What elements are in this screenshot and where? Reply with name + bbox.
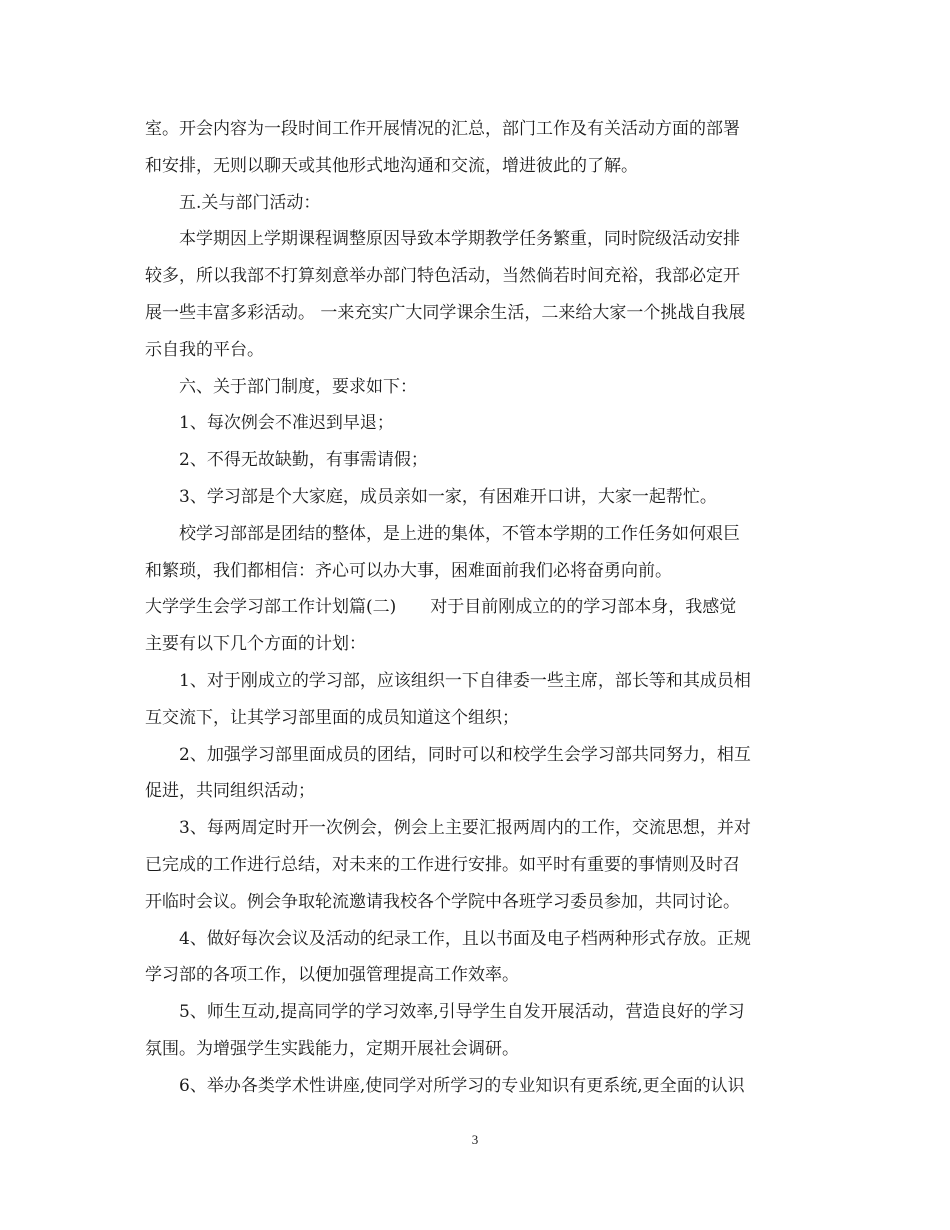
text-line: 大学学生会学习部工作计划篇(二) 对于目前刚成立的的学习部本身，我感觉: [145, 597, 737, 618]
text-line: 互交流下，让其学习部里面的成员知道这个组织；: [145, 707, 519, 728]
text-line: 较多，所以我部不打算刻意举办部门特色活动，当然倘若时间充裕，我部必定开: [145, 266, 740, 287]
text-line: 已完成的工作进行总结，对未来的工作进行安排。如平时有重要的事情则及时召: [145, 854, 740, 875]
text-line: 展一些丰富多彩活动。 一来充实广大同学课余生活，二来给大家一个挑战自我展: [145, 302, 746, 323]
text-line: 主要有以下几个方面的计划：: [145, 634, 366, 655]
text-line: 和繁琐，我们都相信：齐心可以办大事，困难面前我们必将奋勇向前。: [145, 560, 672, 581]
text-line: 开临时会议。例会争取轮流邀请我校各个学院中各班学习委员参加，共同讨论。: [145, 891, 740, 912]
text-line: 3、学习部是个大家庭，成员亲如一家，有困难开口讲，大家一起帮忙。: [179, 486, 717, 507]
text-line: 校学习部部是团结的整体，是上进的集体，不管本学期的工作任务如何艰巨: [179, 523, 740, 544]
text-line: 示自我的平台。: [145, 339, 264, 360]
text-line: 室。开会内容为一段时间工作开展情况的汇总，部门工作及有关活动方面的部署: [145, 119, 740, 139]
text-line: 1、每次例会不准迟到早退；: [179, 413, 394, 434]
text-line: 5、师生互动,提高同学的学习效率,引导学生自发开展活动，营造良好的学习: [179, 1002, 745, 1023]
document-body: [145, 111, 805, 1105]
text-line: 1、对于刚成立的学习部，应该组织一下自律委一些主席，部长等和其成员相: [179, 670, 751, 691]
page-number: 3: [471, 1132, 479, 1147]
text-line: 学习部的各项工作，以便加强管理提高工作效率。: [145, 965, 519, 986]
text-line: 本学期因上学期课程调整原因导致本学期教学任务繁重，同时院级活动安排: [179, 229, 740, 250]
text-line: 和安排，无则以聊天或其他形式地沟通和交流，增进彼此的了解。: [145, 155, 638, 176]
text-line: 3、每两周定时开一次例会，例会上主要汇报两周内的工作，交流思想，并对: [179, 818, 751, 839]
text-line: 促进，共同组织活动；: [145, 781, 315, 802]
text-line: 4、做好每次会议及活动的纪录工作，且以书面及电子档两种形式存放。正规: [179, 928, 751, 949]
text-line: 2、加强学习部里面成员的团结，同时可以和校学生会学习部共同努力，相互: [179, 744, 751, 765]
text-line: 六、关于部门制度，要求如下：: [179, 376, 417, 397]
text-line: 五.关与部门活动：: [179, 192, 321, 213]
text-line: 2、不得无故缺勤，有事需请假；: [179, 450, 428, 471]
text-line: 氛围。为增强学生实践能力，定期开展社会调研。: [145, 1038, 519, 1059]
text-line: 6、举办各类学术性讲座,使同学对所学习的专业知识有更系统,更全面的认识: [179, 1075, 745, 1096]
